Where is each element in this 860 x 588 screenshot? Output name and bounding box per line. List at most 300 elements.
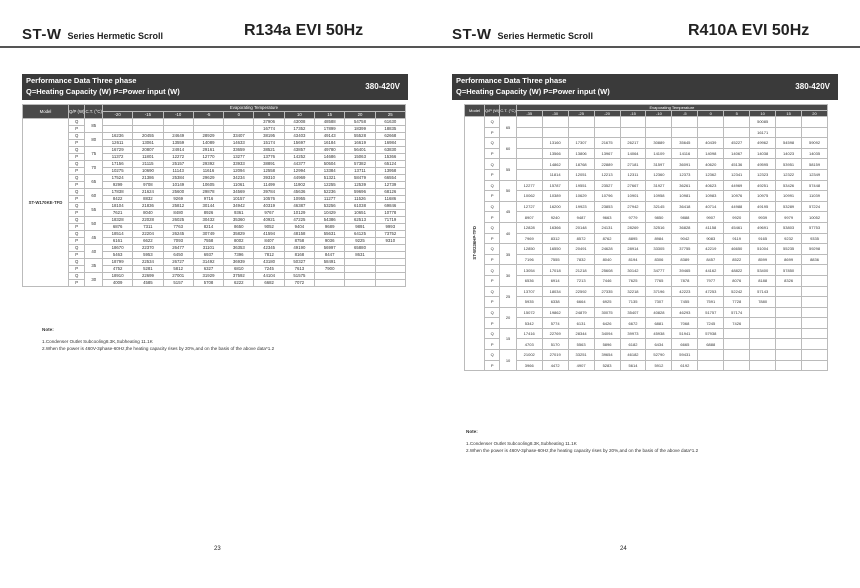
value-cell: 19862 — [542, 307, 568, 318]
right-evap-temp-header: -30 — [542, 111, 568, 117]
value-cell: 48822 — [724, 265, 750, 276]
ct-cell: 50 — [500, 180, 516, 201]
value-cell: 10778 — [375, 210, 405, 217]
left-page-number: 23 — [214, 546, 221, 552]
value-cell — [776, 318, 802, 329]
table-row — [23, 217, 406, 224]
value-cell: 6925 — [594, 297, 620, 308]
value-cell: 9663 — [594, 212, 620, 223]
value-cell: 36261 — [672, 180, 698, 191]
value-cell: 20807 — [133, 147, 163, 154]
value-cell: 5708 — [193, 280, 223, 287]
value-cell: 39654 — [594, 350, 620, 361]
qp-cell: Q — [69, 259, 85, 266]
value-cell: 16619 — [345, 140, 375, 147]
value-cell: 51321 — [315, 175, 345, 182]
value-cell: 10976 — [724, 191, 750, 202]
value-cell — [776, 117, 802, 128]
table-row — [465, 286, 828, 297]
value-cell: 10981 — [672, 191, 698, 202]
value-cell — [542, 127, 568, 138]
qp-cell: P — [69, 154, 85, 161]
value-cell: 10576 — [254, 196, 284, 203]
value-cell: 8457 — [698, 254, 724, 265]
right-page-number: 24 — [620, 546, 627, 552]
value-cell: 6327 — [193, 266, 223, 273]
value-cell — [102, 119, 132, 126]
value-cell: 9119 — [724, 233, 750, 244]
qp-cell: Q — [485, 117, 500, 128]
value-cell: 21624 — [133, 189, 163, 196]
ct-cell: 30 — [500, 265, 516, 286]
value-cell: 61038 — [345, 203, 375, 210]
value-cell: 8188 — [750, 275, 776, 286]
value-cell: 22889 — [594, 159, 620, 170]
value-cell: 39784 — [254, 189, 284, 196]
value-cell: 8214 — [193, 224, 223, 231]
value-cell: 8836 — [802, 254, 828, 265]
table-row — [23, 161, 406, 168]
value-cell: 29878 — [193, 189, 223, 196]
value-cell: 8422 — [102, 196, 132, 203]
value-cell: 24879 — [568, 307, 594, 318]
value-cell: 68126 — [375, 189, 405, 196]
value-cell: 7728 — [724, 297, 750, 308]
value-cell: 10052 — [802, 212, 828, 223]
value-cell: 6665 — [672, 339, 698, 350]
value-cell: 7613 — [284, 266, 314, 273]
value-cell: 45636 — [284, 189, 314, 196]
table-row — [465, 127, 828, 138]
value-cell: 12272 — [163, 154, 193, 161]
value-cell: 33659 — [224, 147, 254, 154]
value-cell — [133, 126, 163, 133]
value-cell: 14116 — [672, 148, 698, 159]
value-cell — [594, 127, 620, 138]
value-cell: 8650 — [224, 224, 254, 231]
value-cell: 7396 — [224, 252, 254, 259]
value-cell: 44377 — [284, 161, 314, 168]
value-cell: 5953 — [133, 252, 163, 259]
qp-cell: Q — [485, 307, 500, 318]
value-cell: 9487 — [568, 212, 594, 223]
right-header-band — [452, 74, 838, 100]
value-cell — [802, 286, 828, 297]
value-cell: 13806 — [568, 148, 594, 159]
value-cell: 31101 — [193, 245, 223, 252]
value-cell — [193, 126, 223, 133]
value-cell: 7093 — [163, 238, 193, 245]
value-cell: 16184 — [315, 140, 345, 147]
value-cell: 12341 — [724, 169, 750, 180]
value-cell: 6914 — [542, 275, 568, 286]
value-cell: 27667 — [620, 180, 646, 191]
left-model-name-text: ST-W170KE-TFD — [28, 199, 63, 205]
value-cell: 57382 — [345, 161, 375, 168]
value-cell: 61630 — [375, 119, 405, 126]
value-cell: 62668 — [375, 133, 405, 140]
table-row — [23, 210, 406, 217]
right-voltage: 380-420V — [795, 82, 830, 91]
value-cell: 45461 — [724, 222, 750, 233]
value-cell: 57224 — [802, 201, 828, 212]
left-notes — [42, 326, 274, 352]
value-cell: 56401 — [345, 147, 375, 154]
value-cell — [802, 297, 828, 308]
value-cell: 65880 — [345, 245, 375, 252]
value-cell: 11143 — [163, 168, 193, 175]
value-cell: 11499 — [254, 182, 284, 189]
value-cell: 35829 — [224, 231, 254, 238]
value-cell: 46293 — [672, 307, 698, 318]
right-series: Series Hermetic Scroll — [497, 31, 594, 41]
value-cell — [672, 117, 698, 128]
value-cell: 4472 — [542, 360, 568, 371]
right-evap-temp-header: -25 — [568, 111, 594, 117]
value-cell: 8076 — [724, 275, 750, 286]
left-col-qp: Q/P (W) — [69, 105, 85, 119]
value-cell — [750, 328, 776, 339]
value-cell — [345, 280, 375, 287]
value-cell: 14862 — [542, 159, 568, 170]
value-cell — [776, 339, 802, 350]
right-band-line2: Q=Heating Capacity (W) P=Power input (W) — [456, 87, 610, 96]
value-cell: 13384 — [315, 168, 345, 175]
value-cell — [698, 117, 724, 128]
value-cell: 44162 — [698, 265, 724, 276]
qp-cell: Q — [485, 222, 500, 233]
value-cell: 10275 — [102, 168, 132, 175]
value-cell: 10149 — [163, 182, 193, 189]
value-cell: 25384 — [163, 175, 193, 182]
value-cell: 27181 — [620, 159, 646, 170]
value-cell: 58479 — [345, 175, 375, 182]
value-cell: 9993 — [375, 224, 405, 231]
value-cell: 7311 — [133, 224, 163, 231]
value-cell: 12094 — [224, 168, 254, 175]
value-cell: 8389 — [672, 254, 698, 265]
value-cell: 11526 — [345, 196, 375, 203]
value-cell: 10629 — [568, 191, 594, 202]
value-cell: 37196 — [646, 286, 672, 297]
value-cell: 42223 — [672, 286, 698, 297]
ct-cell: 20 — [500, 307, 516, 328]
qp-cell: Q — [485, 265, 500, 276]
value-cell — [776, 360, 802, 371]
value-cell: 15366 — [375, 154, 405, 161]
value-cell: 73752 — [375, 231, 405, 238]
value-cell: 71719 — [375, 217, 405, 224]
value-cell: 9036 — [315, 238, 345, 245]
table-row — [23, 168, 406, 175]
value-cell: 40623 — [698, 180, 724, 191]
value-cell: 45136 — [724, 159, 750, 170]
value-cell: 7880 — [750, 297, 776, 308]
value-cell: 51941 — [672, 328, 698, 339]
value-cell: 8306 — [646, 254, 672, 265]
value-cell: 58159 — [802, 159, 828, 170]
value-cell: 21218 — [568, 265, 594, 276]
value-cell: 25600 — [163, 189, 193, 196]
value-cell: 49190 — [284, 245, 314, 252]
value-cell: 12727 — [516, 201, 542, 212]
value-cell: 45938 — [646, 328, 672, 339]
value-cell — [750, 307, 776, 318]
value-cell: 22370 — [133, 245, 163, 252]
ct-cell: 50 — [85, 217, 103, 231]
table-row — [23, 252, 406, 259]
qp-cell: Q — [485, 159, 500, 170]
value-cell: 14633 — [224, 140, 254, 147]
right-notes — [466, 428, 698, 454]
value-cell: 40620 — [698, 159, 724, 170]
value-cell: 14098 — [698, 148, 724, 159]
ct-cell: 40 — [85, 245, 103, 259]
value-cell: 6682 — [254, 280, 284, 287]
value-cell — [516, 148, 542, 159]
value-cell: 53951 — [776, 159, 802, 170]
table-row — [465, 254, 828, 265]
value-cell: 7426 — [724, 318, 750, 329]
qp-cell: Q — [69, 245, 85, 252]
value-cell: 6434 — [646, 339, 672, 350]
table-row — [23, 238, 406, 245]
ct-cell: 60 — [500, 138, 516, 159]
table-row — [23, 245, 406, 252]
value-cell: 22769 — [542, 328, 568, 339]
value-cell: 6536 — [516, 275, 542, 286]
value-cell: 14686 — [315, 154, 345, 161]
value-cell — [620, 127, 646, 138]
value-cell: 12322 — [776, 169, 802, 180]
value-cell: 6622 — [133, 238, 163, 245]
value-cell: 18328 — [102, 217, 132, 224]
ct-cell: 40 — [500, 222, 516, 243]
value-cell: 9907 — [698, 212, 724, 223]
value-cell: 10975 — [750, 191, 776, 202]
right-evap-temp-header: -20 — [594, 111, 620, 117]
left-evap-temp-header: -5 — [193, 112, 223, 119]
value-cell: 12828 — [516, 222, 542, 233]
value-cell: 7135 — [620, 297, 646, 308]
value-cell: 28269 — [620, 222, 646, 233]
value-cell: 44969 — [724, 180, 750, 191]
value-cell — [724, 350, 750, 361]
value-cell: 14038 — [750, 148, 776, 159]
value-cell: 7763 — [163, 224, 193, 231]
value-cell: 15787 — [542, 180, 568, 191]
value-cell: 7555 — [542, 254, 568, 265]
value-cell: 9891 — [345, 224, 375, 231]
ct-cell: 15 — [500, 328, 516, 349]
value-cell: 22699 — [133, 273, 163, 280]
table-row — [465, 180, 828, 191]
value-cell: 4703 — [516, 339, 542, 350]
table-row — [23, 175, 406, 182]
value-cell — [516, 159, 542, 170]
value-cell: 9920 — [724, 212, 750, 223]
value-cell — [620, 117, 646, 128]
table-row — [23, 273, 406, 280]
qp-cell: P — [69, 140, 85, 147]
value-cell: 62513 — [345, 217, 375, 224]
ct-cell: 80 — [85, 133, 103, 147]
value-cell: 17307 — [568, 138, 594, 149]
value-cell: 10983 — [698, 191, 724, 202]
value-cell: 9779 — [620, 212, 646, 223]
value-cell — [698, 350, 724, 361]
value-cell: 49143 — [315, 133, 345, 140]
value-cell — [224, 126, 254, 133]
value-cell: 20148 — [568, 222, 594, 233]
value-cell: 12373 — [672, 169, 698, 180]
value-cell: 53400 — [750, 265, 776, 276]
value-cell: 8984 — [646, 233, 672, 244]
value-cell: 9939 — [750, 212, 776, 223]
value-cell: 43403 — [284, 133, 314, 140]
qp-cell: Q — [485, 244, 500, 255]
value-cell: 7558 — [193, 238, 223, 245]
value-cell: 8407 — [254, 238, 284, 245]
value-cell — [646, 117, 672, 128]
value-cell: 7245 — [254, 266, 284, 273]
value-cell: 31597 — [646, 159, 672, 170]
value-cell: 24131 — [594, 222, 620, 233]
value-cell: 7446 — [594, 275, 620, 286]
value-cell: 14089 — [193, 140, 223, 147]
value-cell: 14252 — [284, 154, 314, 161]
value-cell: 23853 — [594, 201, 620, 212]
left-title — [22, 26, 163, 43]
value-cell: 5896 — [594, 339, 620, 350]
value-cell: 8907 — [516, 212, 542, 223]
value-cell: 10651 — [345, 210, 375, 217]
right-evap-temp-header: 0 — [698, 111, 724, 117]
right-evap-temp-header: 20 — [802, 111, 828, 117]
value-cell: 50327 — [284, 259, 314, 266]
value-cell: 25812 — [163, 203, 193, 210]
value-cell: 9310 — [375, 238, 405, 245]
value-cell — [542, 117, 568, 128]
value-cell: 12349 — [802, 169, 828, 180]
value-cell: 38521 — [254, 147, 284, 154]
value-cell — [802, 318, 828, 329]
value-cell: 10958 — [646, 191, 672, 202]
left-note-1: 1.Condenser Outlet Subcooling8.3K,Subheating 11.1K — [42, 339, 153, 344]
qp-cell: P — [485, 233, 500, 244]
value-cell: 18768 — [568, 159, 594, 170]
value-cell: 12362 — [698, 169, 724, 180]
value-cell: 27335 — [594, 286, 620, 297]
value-cell: 25157 — [163, 161, 193, 168]
left-model-title: R134a EVI 50Hz — [244, 22, 364, 39]
value-cell: 43180 — [254, 259, 284, 266]
value-cell: 22534 — [133, 259, 163, 266]
qp-cell: Q — [485, 138, 500, 149]
value-cell: 16200 — [542, 201, 568, 212]
qp-cell: P — [485, 360, 500, 371]
table-row — [23, 266, 406, 273]
value-cell: 8599 — [750, 254, 776, 265]
value-cell: 53426 — [776, 180, 802, 191]
value-cell: 8699 — [776, 254, 802, 265]
value-cell: 12770 — [193, 154, 223, 161]
value-cell: 5281 — [133, 266, 163, 273]
value-cell: 4752 — [102, 266, 132, 273]
left-note-title: Note: — [42, 327, 54, 332]
value-cell — [802, 360, 828, 371]
value-cell: 7068 — [672, 318, 698, 329]
value-cell: 53256 — [315, 203, 345, 210]
left-evap-temp-header: 25 — [375, 112, 405, 119]
value-cell: 18910 — [102, 273, 132, 280]
value-cell: 30142 — [620, 265, 646, 276]
value-cell: 6672 — [620, 318, 646, 329]
value-cell: 8480 — [163, 210, 193, 217]
qp-cell: Q — [485, 286, 500, 297]
qp-cell: Q — [485, 180, 500, 191]
value-cell: 5463 — [102, 252, 132, 259]
table-row — [465, 169, 828, 180]
value-cell: 10955 — [284, 196, 314, 203]
value-cell: 12213 — [594, 169, 620, 180]
value-cell: 7072 — [284, 280, 314, 287]
ct-cell: 25 — [500, 286, 516, 307]
value-cell: 7245 — [698, 318, 724, 329]
value-cell — [516, 138, 542, 149]
value-cell: 19923 — [568, 201, 594, 212]
value-cell: 13707 — [516, 286, 542, 297]
value-cell: 33933 — [224, 161, 254, 168]
value-cell: 12611 — [102, 140, 132, 147]
value-cell — [163, 119, 193, 126]
value-cell — [516, 127, 542, 138]
left-evap-temp-header: 5 — [254, 112, 284, 119]
value-cell: 57143 — [750, 286, 776, 297]
value-cell: 43857 — [284, 147, 314, 154]
value-cell: 53803 — [776, 222, 802, 233]
value-cell: 18670 — [102, 245, 132, 252]
value-cell: 9716 — [193, 196, 223, 203]
value-cell: 5563 — [568, 339, 594, 350]
value-cell: 34569 — [224, 189, 254, 196]
value-cell: 49251 — [750, 180, 776, 191]
value-cell: 38891 — [254, 161, 284, 168]
value-cell — [802, 117, 828, 128]
left-evap-temp-header: 0 — [224, 112, 254, 119]
value-cell: 21836 — [133, 203, 163, 210]
qp-cell: P — [485, 275, 500, 286]
table-row — [465, 233, 828, 244]
right-evap-temp-header: -5 — [672, 111, 698, 117]
right-evap-temp-header: -15 — [620, 111, 646, 117]
value-cell: 17156 — [102, 161, 132, 168]
value-cell: 9165 — [750, 233, 776, 244]
table-row — [23, 280, 406, 287]
value-cell: 40714 — [698, 201, 724, 212]
value-cell: 48158 — [284, 231, 314, 238]
value-cell: 15072 — [516, 307, 542, 318]
value-cell: 18835 — [375, 126, 405, 133]
qp-cell: P — [69, 266, 85, 273]
qp-cell: P — [485, 318, 500, 329]
left-evap-temp-header: -10 — [163, 112, 193, 119]
value-cell: 20455 — [133, 133, 163, 140]
value-cell: 10901 — [620, 191, 646, 202]
value-cell: 35407 — [620, 307, 646, 318]
value-cell: 7307 — [646, 297, 672, 308]
qp-cell: Q — [485, 350, 500, 361]
